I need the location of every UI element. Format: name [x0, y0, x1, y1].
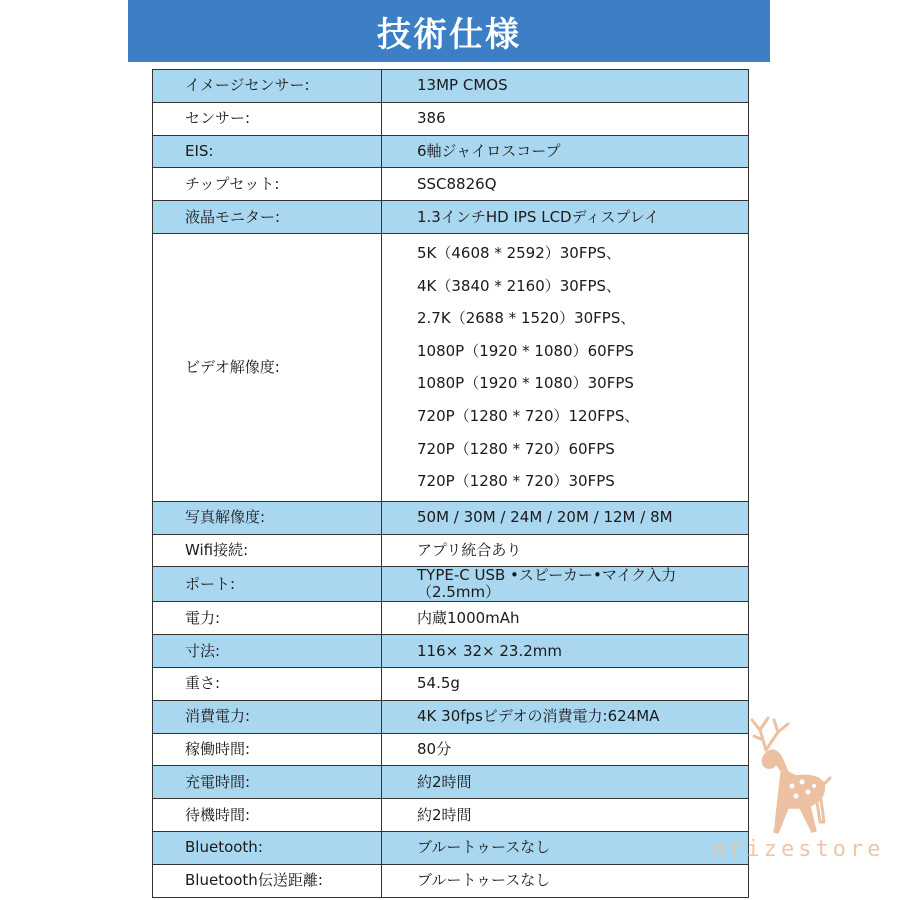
spec-label: センサー:: [153, 102, 382, 135]
spec-value-line: 720P（1280 * 720）60FPS: [417, 439, 615, 458]
page-header: [128, 0, 770, 62]
spec-value-line: 720P（1280 * 720）120FPS、: [417, 406, 640, 425]
spec-value-line: 1080P（1920 * 1080）60FPS: [417, 341, 634, 360]
spec-value-line: 1080P（1920 * 1080）30FPS: [417, 374, 634, 393]
spec-row: [153, 766, 749, 799]
spec-value-line: 5K（4608 * 2592）30FPS、: [417, 243, 622, 262]
spec-value: アプリ統合あり: [382, 534, 749, 567]
spec-value: 約2時間: [382, 799, 749, 832]
spec-value: 80分: [382, 733, 749, 766]
spec-label: 寸法:: [153, 635, 382, 668]
spec-label: 充電時間:: [153, 766, 382, 799]
spec-label: 消費電力:: [153, 700, 382, 733]
spec-value: 50M / 30M / 24M / 20M / 12M / 8M: [382, 501, 749, 534]
spec-label: チップセット:: [153, 168, 382, 201]
spec-table-body: [153, 70, 749, 898]
watermark-text: orizestore: [712, 837, 885, 862]
spec-row: [153, 567, 749, 602]
spec-label: 液晶モニター:: [153, 201, 382, 234]
spec-value: TYPE-C USB •スピーカー•マイク入力（2.5mm）: [382, 567, 749, 602]
spec-value: ブルートゥースなし: [382, 831, 749, 864]
spec-row: [153, 102, 749, 135]
spec-value: ブルートゥースなし: [382, 864, 749, 897]
spec-row: [153, 201, 749, 234]
spec-value: 約2時間: [382, 766, 749, 799]
spec-row: [153, 602, 749, 635]
spec-label: Wifi接続:: [153, 534, 382, 567]
spec-value-line: 2.7K（2688 * 1520）30FPS、: [417, 309, 636, 328]
spec-row: [153, 831, 749, 864]
spec-row: [153, 501, 749, 534]
spec-value: 386: [382, 102, 749, 135]
spec-row: [153, 70, 749, 103]
spec-value: 13MP CMOS: [382, 70, 749, 103]
spec-row: [153, 635, 749, 668]
spec-value: 6軸ジャイロスコープ: [382, 135, 749, 168]
spec-label: 待機時間:: [153, 799, 382, 832]
spec-label: 写真解像度:: [153, 501, 382, 534]
spec-value: 内蔵1000mAh: [382, 602, 749, 635]
spec-label: 重さ:: [153, 667, 382, 700]
spec-row: [153, 667, 749, 700]
spec-value: SSC8826Q: [382, 168, 749, 201]
spec-row: [153, 534, 749, 567]
spec-value: [382, 233, 749, 501]
spec-label: Bluetooth伝送距離:: [153, 864, 382, 897]
spec-label: ビデオ解像度:: [153, 233, 382, 501]
spec-label: 稼働時間:: [153, 733, 382, 766]
spec-table: [152, 69, 749, 898]
spec-label: 電力:: [153, 602, 382, 635]
spec-row: [153, 700, 749, 733]
spec-label: ポート:: [153, 567, 382, 602]
spec-label: イメージセンサー:: [153, 70, 382, 103]
spec-value: 116× 32× 23.2mm: [382, 635, 749, 668]
spec-value: 1.3インチHD IPS LCDディスプレイ: [382, 201, 749, 234]
spec-label: Bluetooth:: [153, 831, 382, 864]
spec-row: [153, 799, 749, 832]
spec-row: [153, 168, 749, 201]
spec-row: [153, 135, 749, 168]
spec-label: EIS:: [153, 135, 382, 168]
spec-value: 4K 30fpsビデオの消費電力:624MA: [382, 700, 749, 733]
spec-value-line: 4K（3840 * 2160）30FPS、: [417, 276, 622, 295]
spec-value: 54.5g: [382, 667, 749, 700]
spec-row: [153, 864, 749, 897]
page-title: 技術仕様: [377, 14, 521, 55]
spec-row: [153, 233, 749, 501]
spec-value-line: 720P（1280 * 720）30FPS: [417, 472, 615, 491]
spec-row: [153, 733, 749, 766]
